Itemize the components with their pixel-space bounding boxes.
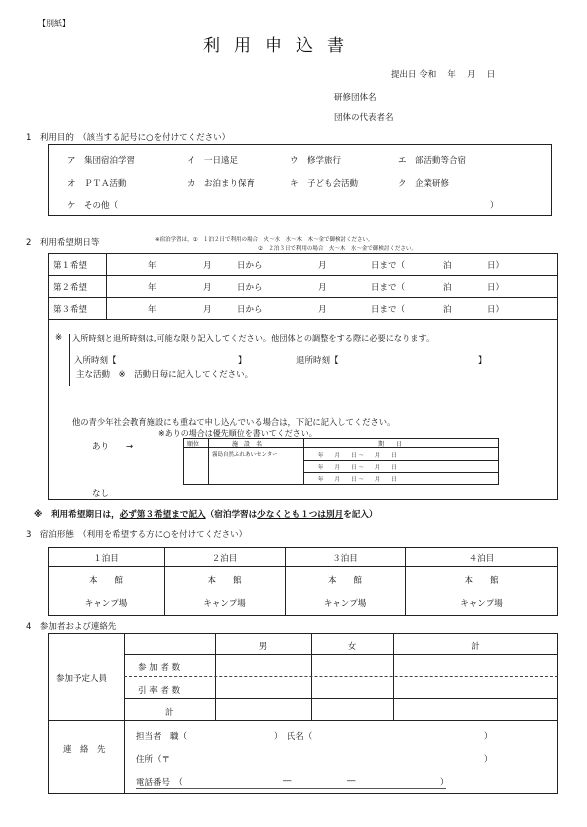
person-end: ） xyxy=(484,732,493,742)
purpose-ki[interactable]: キ 子ども会活動 xyxy=(290,179,359,189)
phone-dash-2: ― xyxy=(347,776,356,786)
section3-heading: 3 宿泊形態 （利用を希望する方に○を付けてください） xyxy=(26,530,248,540)
night-4-camp[interactable]: キャンプ場 xyxy=(460,599,503,609)
wish-year-3[interactable]: 年 xyxy=(148,305,157,315)
col-male: 男 xyxy=(258,642,268,652)
phone-end: ） xyxy=(440,778,449,788)
night-4-honkan[interactable]: 本 館 xyxy=(464,576,499,586)
wish-nights-1[interactable]: 泊 xyxy=(443,261,452,271)
purpose-ka[interactable]: カ お泊まり保育 xyxy=(187,179,256,189)
person-name-field[interactable]: ） 氏名（ xyxy=(274,732,313,742)
row-participants: 参 加 者 数 xyxy=(138,663,181,673)
submit-date[interactable]: 提出日 令和 年 月 日 xyxy=(391,70,496,80)
checkout-label[interactable]: 退所時刻【 xyxy=(296,356,339,366)
purpose-a[interactable]: ア 集団宿泊学習 xyxy=(67,156,136,166)
wish-from-1[interactable]: 日から xyxy=(237,261,263,271)
notice-part4: を記入） xyxy=(343,510,378,520)
lodging-note-1: ※宿泊学習は，① １泊２日で利用の場合 火～水 水～木 木～金で御検討ください。 xyxy=(155,237,374,243)
period-row-1[interactable]: 年 月 日 ～ 月 日 xyxy=(318,453,397,459)
period-row-3[interactable]: 年 月 日 ～ 月 日 xyxy=(318,477,397,483)
checkin-label[interactable]: 入所時刻【 xyxy=(74,356,117,366)
purpose-o[interactable]: オ ＰＴＡ活動 xyxy=(67,179,127,189)
purpose-other-close: ） xyxy=(490,201,499,211)
wish-year-1[interactable]: 年 xyxy=(148,261,157,271)
checkout-close: 】 xyxy=(478,356,487,366)
purpose-ku[interactable]: ク 企業研修 xyxy=(398,179,450,189)
col-total: 計 xyxy=(471,642,480,652)
night-3-honkan[interactable]: 本 館 xyxy=(327,576,362,586)
note-mark: ※ xyxy=(55,333,63,343)
wish-end-month-1[interactable]: 月 xyxy=(318,261,327,271)
night-2-header: ２泊目 xyxy=(211,554,238,564)
date-notice xyxy=(34,508,378,520)
wish-from-2[interactable]: 日から xyxy=(237,283,263,293)
wish-days-3[interactable]: 日） xyxy=(487,305,505,315)
wish-label-2: 第２希望 xyxy=(53,283,88,293)
period-row-2[interactable]: 年 月 日 ～ 月 日 xyxy=(318,465,397,471)
wish-month-3[interactable]: 月 xyxy=(203,305,212,315)
wish-days-1[interactable]: 日） xyxy=(487,261,505,271)
wish-to-2[interactable]: 日まで（ xyxy=(371,283,406,293)
wish-days-2[interactable]: 日） xyxy=(487,283,505,293)
checkin-close: 】 xyxy=(238,356,247,366)
purpose-other[interactable]: ケ その他（ xyxy=(67,201,119,211)
night-1-header: １泊目 xyxy=(93,554,119,564)
night-1-honkan[interactable]: 本 館 xyxy=(88,576,123,586)
notice-part2: （宿泊学習は xyxy=(205,510,258,520)
contact-label: 連 絡 先 xyxy=(63,745,106,755)
purpose-i[interactable]: イ 一日遠足 xyxy=(187,156,239,166)
col-rank: 順位 xyxy=(187,441,200,448)
notice-lead: ※ 利用希望期日は， xyxy=(34,510,120,520)
lodging-note-2: ② ２泊３日で利用の場合 火～木 水～金で御検討ください。 xyxy=(258,246,417,252)
night-1-camp[interactable]: キャンプ場 xyxy=(84,599,128,609)
row-leaders: 引 率 者 数 xyxy=(138,686,181,696)
wish-to-1[interactable]: 日まで（ xyxy=(371,261,406,271)
wish-from-3[interactable]: 日から xyxy=(237,305,263,315)
wish-nights-2[interactable]: 泊 xyxy=(443,283,452,293)
participants-group-label: 参加予定人員 xyxy=(56,674,108,684)
time-note: 入所時刻と退所時刻は,可能な限り記入してください。他団体との調整をする際に必要になります。 xyxy=(72,333,435,343)
activity-label[interactable]: 主な活動 ※ 活動日毎に記入してください。 xyxy=(76,370,254,380)
attachment-label: 【別紙】 xyxy=(38,19,70,28)
notice-part3: 少なくとも１つは別月 xyxy=(257,510,344,520)
address-field[interactable]: 住所（〒 xyxy=(136,755,171,765)
night-2-honkan[interactable]: 本 館 xyxy=(207,576,242,586)
wish-month-1[interactable]: 月 xyxy=(203,261,212,271)
wish-to-3[interactable]: 日まで（ xyxy=(371,305,406,315)
phone-dash-1: ― xyxy=(283,776,292,786)
org-name-label[interactable]: 研修団体名 xyxy=(334,93,377,103)
wish-end-month-3[interactable]: 月 xyxy=(318,305,327,315)
wish-label-1: 第１希望 xyxy=(53,261,88,271)
page-title: 利用申込書 xyxy=(203,36,358,56)
night-3-header: ３泊目 xyxy=(332,554,358,564)
row-total: 計 xyxy=(165,708,174,718)
facility-name: 霧島自然ふれあいセンター xyxy=(212,452,278,458)
wish-nights-3[interactable]: 泊 xyxy=(443,305,452,315)
wish-year-2[interactable]: 年 xyxy=(148,283,157,293)
priority-note: ※ありの場合は優先順位を書いてください。 xyxy=(158,429,317,438)
other-facility-note: 他の青少年社会教育施設にも重ねて申し込んでいる場合は，下記に記入してください。 xyxy=(72,417,396,427)
wish-label-3: 第３希望 xyxy=(53,305,88,315)
night-4-header: ４泊目 xyxy=(468,554,495,564)
night-3-camp[interactable]: キャンプ場 xyxy=(323,599,367,609)
purpose-u[interactable]: ウ 修学旅行 xyxy=(290,156,342,166)
nashi-label[interactable]: なし xyxy=(92,489,110,499)
wish-month-2[interactable]: 月 xyxy=(203,283,212,293)
col-facility: 施 設 名 xyxy=(232,441,263,448)
address-end: ） xyxy=(484,755,493,765)
purpose-e[interactable]: エ 部活動等合宿 xyxy=(398,156,467,166)
night-2-camp[interactable]: キャンプ場 xyxy=(203,599,246,609)
phone-field[interactable]: 電話番号 （ xyxy=(136,778,183,788)
col-period: 期 日 xyxy=(378,441,403,448)
rep-name-label[interactable]: 団体の代表者名 xyxy=(334,113,394,123)
section1-heading: 1 利用目的 （該当する記号に○を付けてください） xyxy=(26,133,231,143)
notice-part1: 必ず第３希望まで記入 xyxy=(119,510,206,520)
col-female: 女 xyxy=(347,642,357,652)
section4-heading: 4 参加者および連絡先 xyxy=(26,622,117,632)
person-field[interactable]: 担当者 職（ xyxy=(136,732,188,742)
wish-end-month-2[interactable]: 月 xyxy=(318,283,327,293)
ari-label[interactable]: あり → xyxy=(92,442,134,452)
section2-heading: 2 利用希望期日等 xyxy=(26,238,100,248)
